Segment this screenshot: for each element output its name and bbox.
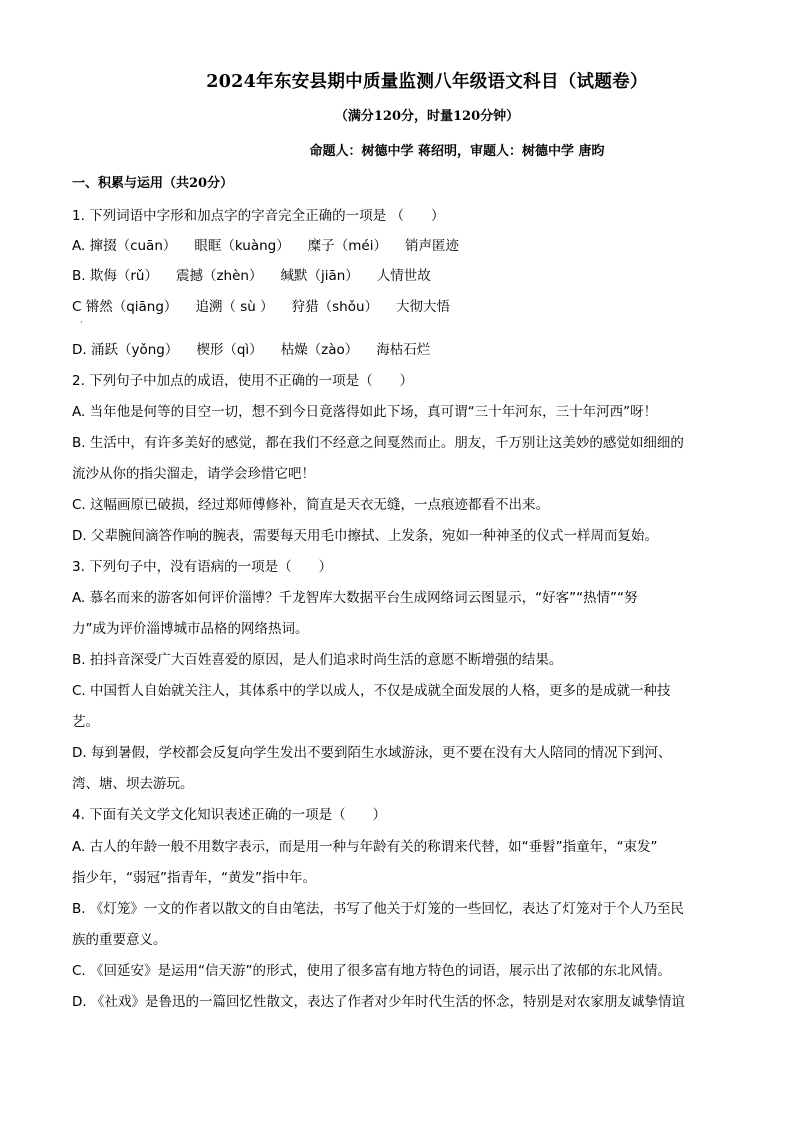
stray-dot: ·: [80, 318, 83, 327]
q2-stem: 2. 下列句子中加点的成语，使用不正确的一项是（ ）: [72, 373, 414, 389]
q3-option-a-line2: 力”成为评价淄博城市品格的网络热词。: [72, 621, 309, 637]
q1-option-d: [72, 338, 722, 358]
q1-b-word3: 缄默（jiān）: [280, 268, 359, 284]
q3-option-c-line2: 艺。: [72, 714, 99, 730]
q2-option-b-line1: B. 生活中，有许多美好的感觉，都在我们不经意之间戛然而止。朋友，千万别让这美妙的感觉如细细的: [72, 435, 684, 451]
q1-a-word2: 眼眶（kuàng）: [194, 238, 290, 254]
q1-b-word2: 震撼（zhèn）: [175, 268, 263, 284]
q4-option-a-line1: A. 古人的年龄一般不用数字表示，而是用一种与年龄有关的称谓来代替，如“垂髫”指童年，“束发”: [72, 839, 658, 855]
q4-option-a-line2: 指少年，“弱冠”指青年，“黄发”指中年。: [72, 870, 316, 886]
exam-subtitle: （满分120分，时量120分钟）: [334, 109, 520, 124]
q1-option-b: [72, 264, 722, 284]
q2-option-d: D. 父辈腕间滴答作响的腕表，需要每天用毛巾擦拭、上发条，宛如一种神圣的仪式一样周而复始。: [72, 528, 658, 544]
q4-option-b-line1: B. 《灯笼》一文的作者以散文的自由笔法，书写了他关于灯笼的一些回忆，表达了灯笼对于个人乃至民: [72, 901, 684, 917]
q1-c-word2: 追溯（ sù ）: [195, 299, 274, 315]
q3-option-b: B. 拍抖音深受广大百姓喜爱的原因，是人们追求时尚生活的意愿不断增强的结果。: [72, 652, 563, 668]
q3-stem: 3. 下列句子中，没有语病的一项是（ ）: [72, 559, 333, 575]
q1-d-word1: D. 涌跃（yǒng）: [72, 342, 179, 358]
q1-d-word3: 枯燥（zào）: [280, 342, 359, 358]
q1-c-word1: C 锵然（qiāng）: [72, 299, 178, 315]
q4-stem: 4. 下面有关文学文化知识表述正确的一项是（ ）: [72, 807, 387, 823]
q2-option-b-line2: 流沙从你的指尖溜走，请学会珍惜它吧！: [72, 466, 315, 482]
q4-option-c: C. 《回延安》是运用“信天游”的形式，使用了很多富有地方特色的词语，展示出了浓郁的东北风情。: [72, 963, 671, 979]
q1-option-a: [72, 234, 722, 254]
q4-option-b-line2: 族的重要意义。: [72, 932, 167, 948]
q2-option-a: A. 当年他是何等的目空一切，想不到今日竟落得如此下场，真可谓“三十年河东，三十年河西”呀！: [72, 404, 658, 420]
q1-a-word4: 销声匿迹: [404, 238, 459, 254]
q3-option-d-line1: D. 每到暑假，学校都会反复向学生发出不要到陌生水域游泳，更不要在没有大人陪同的情况下到河、: [72, 745, 672, 761]
q1-a-word3: 糜子（méi）: [307, 238, 387, 254]
q1-d-word4: 海枯石烂: [376, 342, 431, 358]
exam-authors: 命题人：树德中学 蒋绍明，审题人：树德中学 唐昀: [309, 144, 605, 159]
q1-c-word4: 大彻大悟: [396, 299, 451, 315]
q1-b-word4: 人情世故: [376, 268, 431, 284]
q1-d-word2: 楔形（qì）: [196, 342, 263, 358]
section-heading: 一、积累与运用（共20分）: [72, 176, 234, 191]
q1-c-word3: 狩猎（shǒu）: [291, 299, 379, 315]
q1-stem: 1. 下列词语中字形和加点字的字音完全正确的一项是 （ ）: [72, 208, 445, 224]
q4-option-d: D. 《社戏》是鲁迅的一篇回忆性散文，表达了作者对少年时代生活的怀念，特别是对农家朋友诚挚情谊: [72, 994, 685, 1010]
q2-option-c: C. 这幅画原已破损，经过郑师傅修补，简直是天衣无缝，一点痕迹都看不出来。: [72, 497, 550, 513]
q1-a-word1: A. 撺掇（cuān）: [72, 238, 177, 254]
q3-option-a-line1: A. 慕名而来的游客如何评价淄博？千龙智库大数据平台生成网络词云图显示，“好客”“热情”“努: [72, 590, 638, 606]
q3-option-d-line2: 湾、塘、坝去游玩。: [72, 776, 194, 792]
q1-b-word1: B. 欺侮（rǔ）: [72, 268, 158, 284]
exam-title: 2024年东安县期中质量监测八年级语文科目（试题卷）: [206, 72, 648, 92]
q3-option-c-line1: C. 中国哲人自始就关注人，其体系中的学以成人，不仅是成就全面发展的人格，更多的是成就一种技: [72, 683, 671, 699]
q1-option-c: [72, 295, 722, 315]
